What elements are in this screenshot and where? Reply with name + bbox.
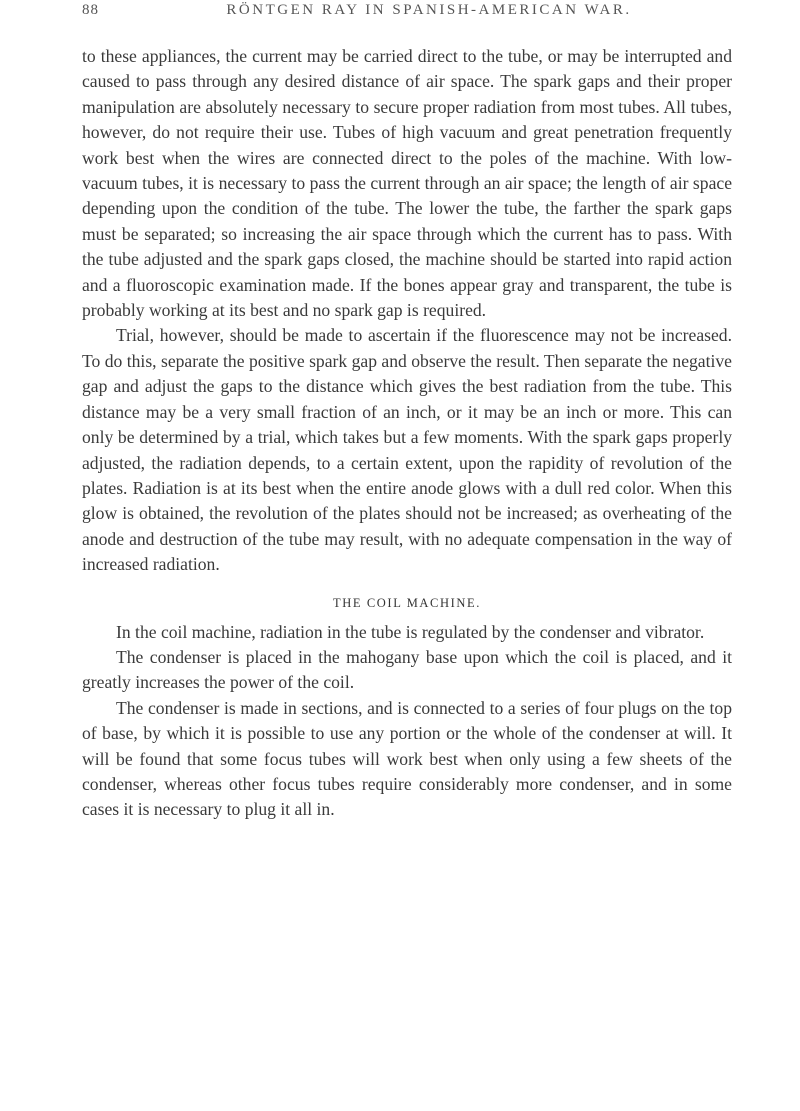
paragraph-condenser-placement: The condenser is placed in the mahogany base upon which the coil is placed, and it greatly increases the power of the coil. [82, 646, 732, 693]
body-text [82, 44, 732, 823]
page-number: 88 [82, 2, 99, 18]
paragraph-coil-intro: In the coil machine, radiation in the tube is regulated by the condenser and vibrator. [116, 621, 705, 642]
paragraph-condenser-sections: The condenser is made in sections, and is connected to a series of four plugs on the top of base, by which it is possible to use any portion or the whole of the condenser at will. It will be found that some focus tubes will work best when only using a few sheets of the condenser, whereas other focus tubes require considerably more condenser, and in some cases it is necessary to plug it all in. [82, 697, 732, 820]
running-title: RÖNTGEN RAY IN SPANISH-AMERICAN WAR. [226, 2, 632, 18]
section-heading: THE COIL MACHINE. [333, 595, 481, 610]
paragraph-continuation: to these appliances, the current may be carried direct to the tube, or may be interrupted and caused to pass through any desired distance of air space. The spark gaps and their proper manipulation are absolutely necessary to secure proper radiation from most tubes. All tubes, however, do not require their use. Tubes of high vacuum and great penetration frequently work best when the wires are connected direct to the poles of the machine. With low-vacuum tubes, it is necessary to pass the current through an air space; the length of air space depending upon the condition of the tube. The lower the tube, the farther the spark gaps must be separated; so increasing the air space through which the current has to pass. With the tube adjusted and the spark gaps closed, the machine should be started into rapid action and a fluoroscopic examination made. If the bones appear gray and transparent, the tube is probably working at its best and no spark gap is required. [82, 46, 732, 321]
running-head [82, 2, 732, 28]
paragraph-spark-gap-trial: Trial, however, should be made to ascertain if the fluorescence may not be increased. To do this, separate the positive spark gap and observe the result. Then separate the negative gap and adjust the gaps to the distance which gives the best radiation from the tube. This distance may be a very small fraction of an inch, or it may be an inch or more. This can only be determined by a trial, which takes but a few moments. With the spark gaps properly adjusted, the radiation depends, to a certain extent, upon the rapidity of revolution of the plates. Radiation is at its best when the entire anode glows with a dull red color. When this glow is obtained, the revolution of the plates should not be increased; as overheating of the anode and destruction of the tube may result, with no adequate compensation in the way of increased radiation. [82, 325, 732, 575]
